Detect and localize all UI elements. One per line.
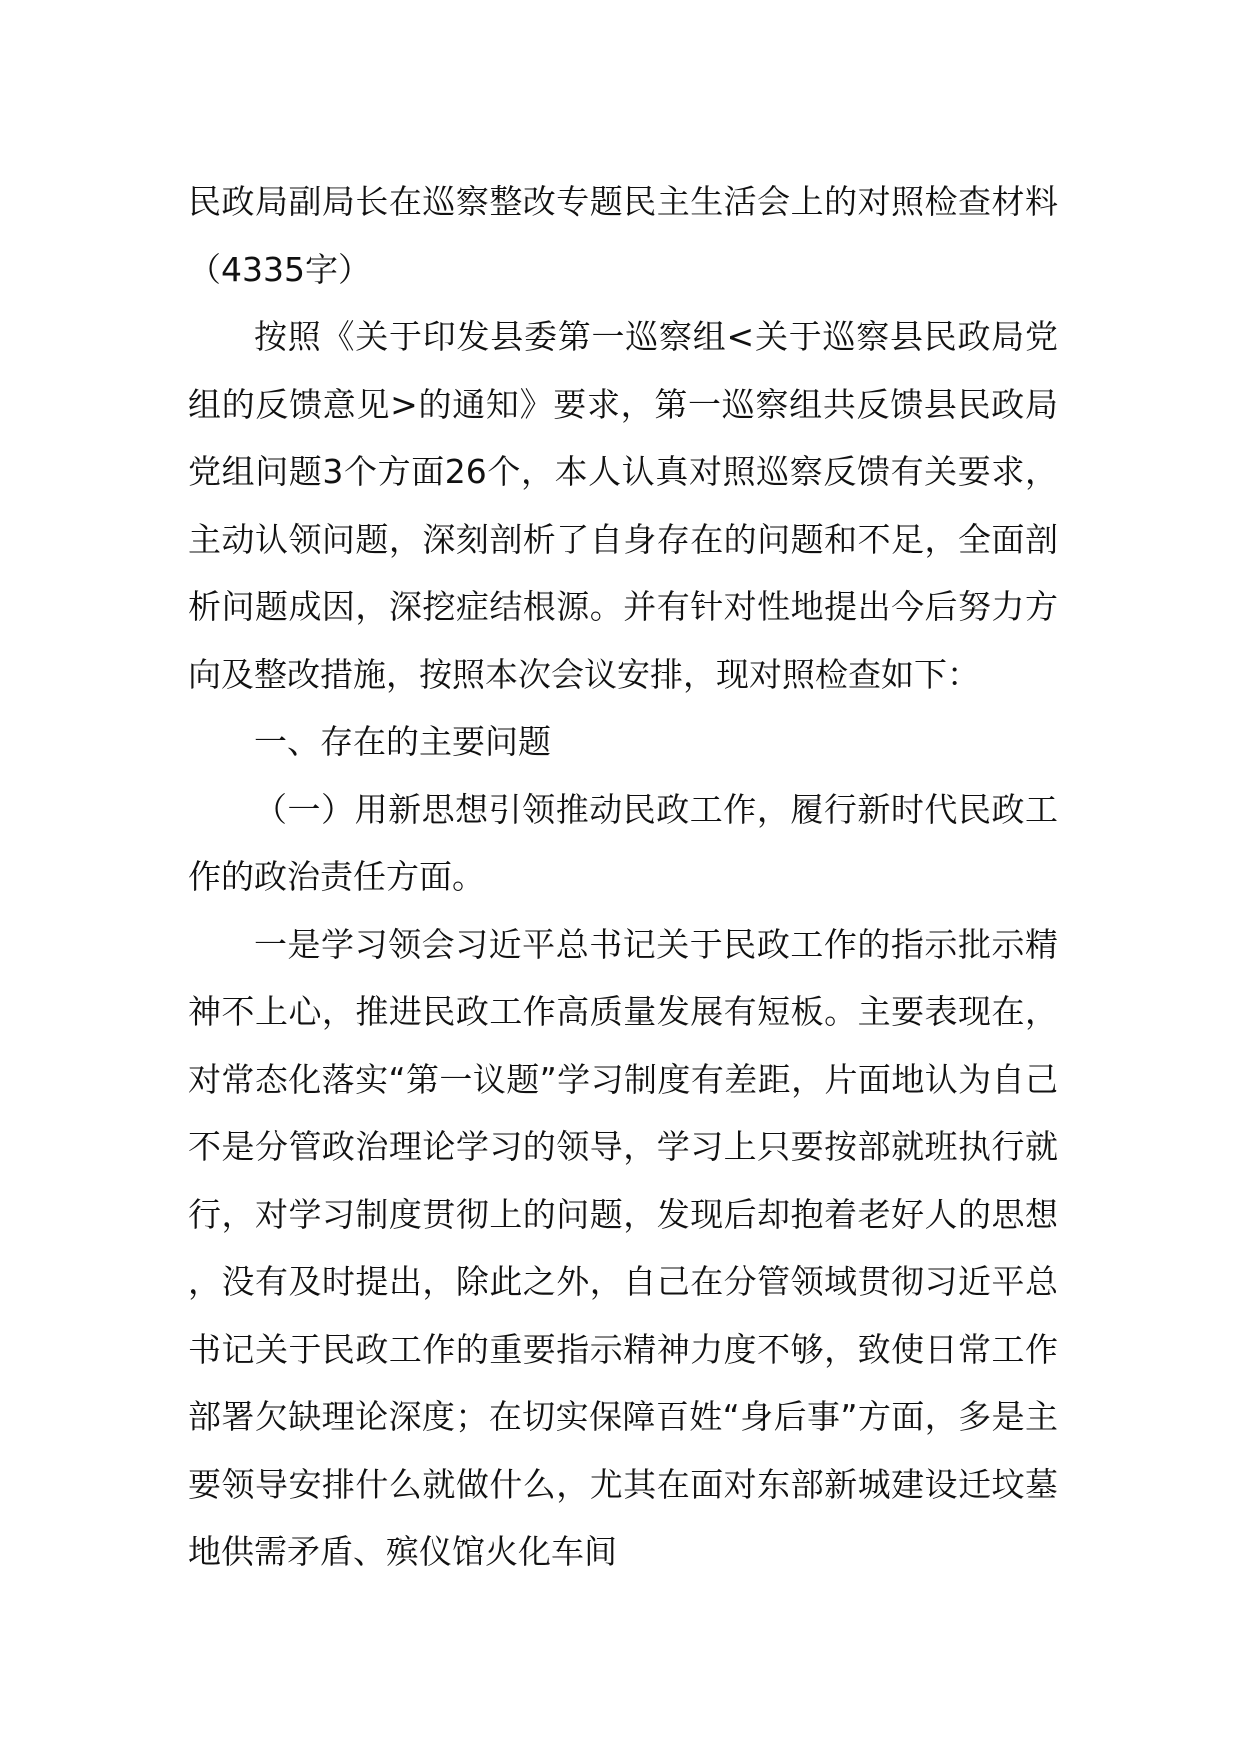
document-title: 民政局副局长在巡察整改专题民主生活会上的对照检查材料（4335字） — [188, 182, 1058, 289]
subsection-heading: （一）用新思想引领推动民政工作，履行新时代民政工作的政治责任方面。 — [188, 789, 1058, 896]
section-heading: 一、存在的主要问题 — [254, 722, 551, 761]
document-body — [188, 168, 1058, 1586]
paragraph-intro: 按照《关于印发县委第一巡察组<关于巡察县民政局党组的反馈意见>的通知》要求，第一巡察组共反馈县民政局党组问题3个方面26个，本人认真对照巡察反馈有关要求，主动认领问题，深刻剖析了自身存在的问题和不足，全面剖析问题成因，深挖症结根源。并有针对性地提出今后努力方向及整改措施，按照本次会议安排，现对照检查如下： — [188, 317, 1058, 694]
paragraph-body: 一是学习领会习近平总书记关于民政工作的指示批示精神不上心，推进民政工作高质量发展有短板。主要表现在，对常态化落实“第一议题”学习制度有差距，片面地认为自己不是分管政治理论学习的领导，学习上只要按部就班执行就行，对学习制度贯彻上的问题，发现后却抱着老好人的思想，没有及时提出，除此之外，自己在分管领域贯彻习近平总书记关于民政工作的重要指示精神力度不够，致使日常工作部署欠缺理论深度；在切实保障百姓“身后事”方面，多是主要领导安排什么就做什么，尤其在面对东部新城建设迁坟墓地供需矛盾、殡仪馆火化车间 — [188, 924, 1058, 1571]
